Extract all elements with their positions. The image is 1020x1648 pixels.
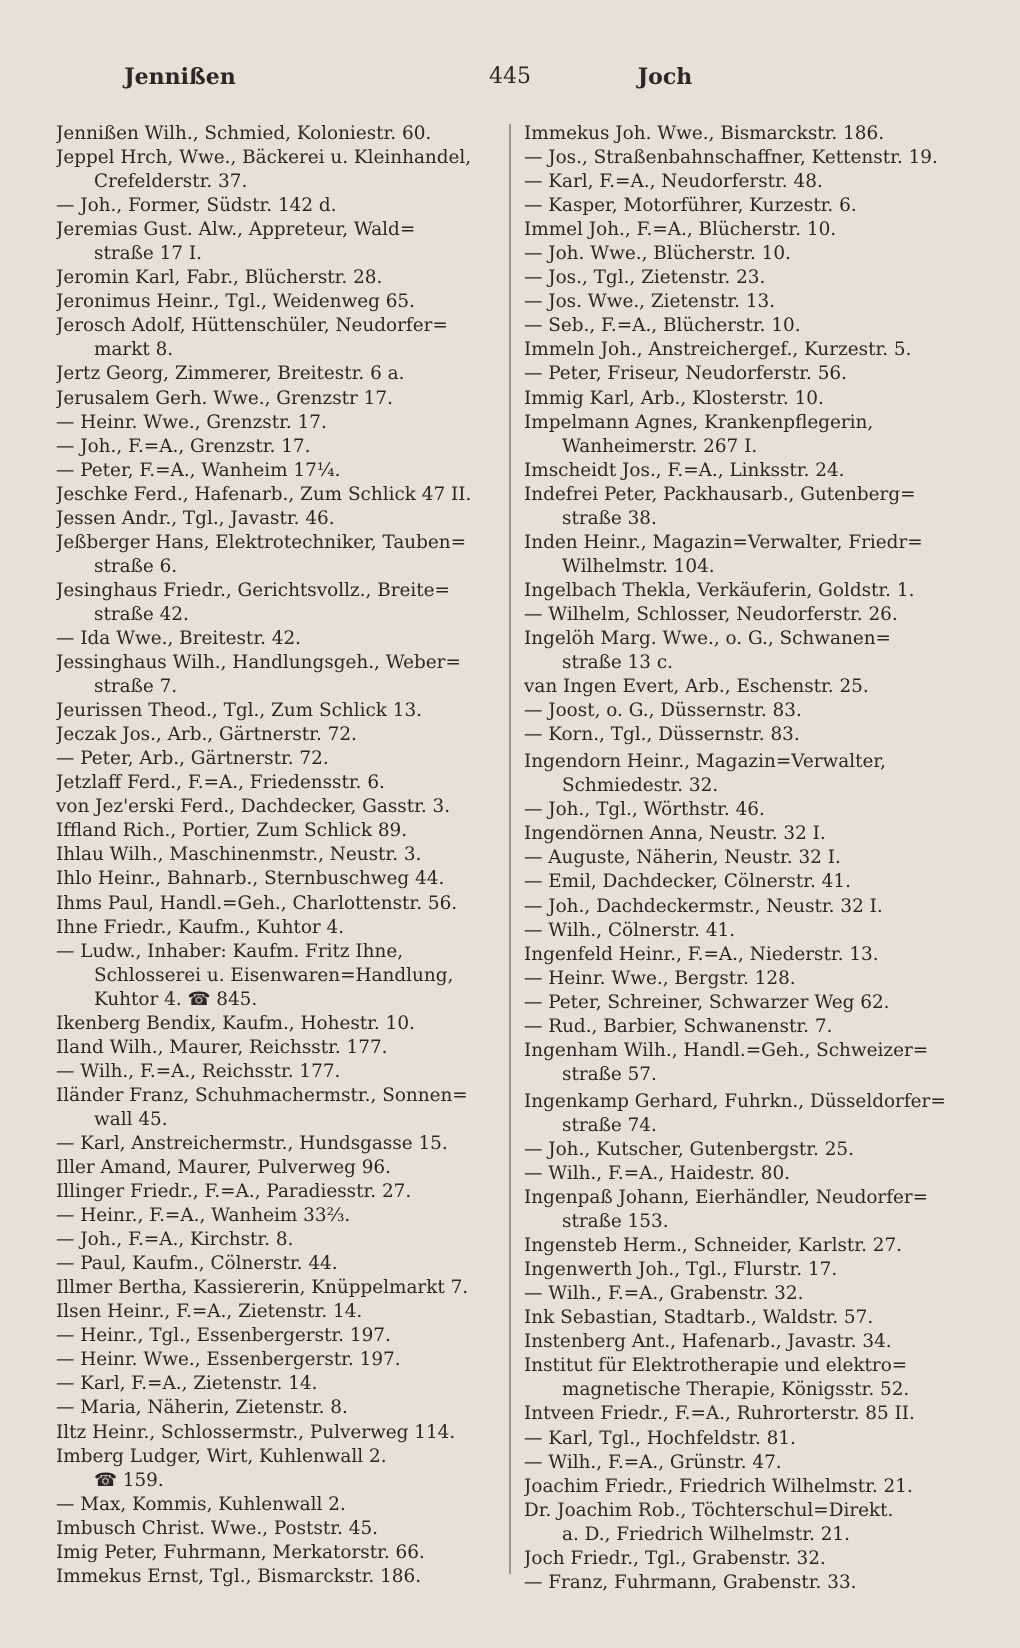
directory-entry-line: Illinger Friedr., F.=A., Paradiesstr. 27. bbox=[56, 1181, 412, 1203]
directory-entry-line: — Emil, Dachdecker, Cölnerstr. 41. bbox=[524, 871, 851, 893]
directory-entry-line: Immekus Ernst, Tgl., Bismarckstr. 186. bbox=[56, 1565, 422, 1587]
page-header bbox=[0, 64, 1020, 104]
directory-entry-line: Joachim Friedr., Friedrich Wilhelmstr. 21. bbox=[524, 1475, 913, 1497]
directory-entry-line: Illmer Bertha, Kassiererin, Knüppelmarkt 7. bbox=[56, 1277, 469, 1299]
directory-entry-line: — Auguste, Näherin, Neustr. 32 I. bbox=[524, 847, 841, 869]
directory-entry-line: Iltz Heinr., Schlossermstr., Pulverweg 114. bbox=[56, 1421, 456, 1443]
header-left-keyword: Jennißen bbox=[124, 64, 236, 90]
directory-entry-line: — Karl, F.=A., Zietenstr. 14. bbox=[56, 1373, 318, 1395]
directory-entry-line: Joch Friedr., Tgl., Grabenstr. 32. bbox=[524, 1547, 826, 1569]
directory-entry-line: a. D., Friedrich Wilhelmstr. 21. bbox=[562, 1523, 850, 1545]
directory-entry-line: Schmiedestr. 32. bbox=[562, 775, 719, 797]
directory-entry-line: Imberg Ludger, Wirt, Kuhlenwall 2. bbox=[56, 1445, 387, 1467]
directory-entry-line: Inden Heinr., Magazin=Verwalter, Friedr= bbox=[524, 531, 923, 553]
directory-entry-line: Ingensteb Herm., Schneider, Karlstr. 27. bbox=[524, 1235, 903, 1257]
directory-entry-line: Dr. Joachim Rob., Töchterschul=Direkt. bbox=[524, 1499, 894, 1521]
directory-entry-line: — Joost, o. G., Düssernstr. 83. bbox=[524, 700, 802, 722]
directory-entry-line: — Seb., F.=A., Blücherstr. 10. bbox=[524, 315, 801, 337]
directory-entry-line: — Joh. Wwe., Blücherstr. 10. bbox=[524, 243, 791, 265]
directory-entry-line: — Wilh., Cölnerstr. 41. bbox=[524, 919, 736, 941]
directory-entry-line: Iländer Franz, Schuhmachermstr., Sonnen= bbox=[56, 1084, 468, 1106]
directory-entry-line: Imbusch Christ. Wwe., Poststr. 45. bbox=[56, 1517, 378, 1539]
directory-entry-line: — Karl, Anstreichermstr., Hundsgasse 15. bbox=[56, 1132, 448, 1154]
directory-entry-line: — Heinr. Wwe., Bergstr. 128. bbox=[524, 967, 796, 989]
directory-entry-line: Immeln Joh., Anstreichergef., Kurzestr. 5. bbox=[524, 339, 912, 361]
directory-entry-line: Jeßberger Hans, Elektrotechniker, Tauben= bbox=[56, 531, 467, 553]
directory-entry-line: Crefelderstr. 37. bbox=[94, 171, 248, 193]
directory-entry-line: Ingenham Wilh., Handl.=Geh., Schweizer= bbox=[524, 1039, 929, 1061]
directory-entry-line: — Wilh., F.=A., Grünstr. 47. bbox=[524, 1451, 782, 1473]
directory-entry-line: magnetische Therapie, Königsstr. 52. bbox=[562, 1379, 910, 1401]
directory-entry-line: Jeppel Hrch, Wwe., Bäckerei u. Kleinhandel, bbox=[56, 147, 472, 169]
directory-entry-line: Ihlau Wilh., Maschinenmstr., Neustr. 3. bbox=[56, 844, 422, 866]
directory-entry-line: — Joh., Former, Südstr. 142 d. bbox=[56, 195, 337, 217]
directory-entry-line: Ingendörnen Anna, Neustr. 32 I. bbox=[524, 823, 826, 845]
directory-entry-line: Jessinghaus Wilh., Handlungsgeh., Weber= bbox=[56, 652, 461, 674]
directory-entry-line: Jeurissen Theod., Tgl., Zum Schlick 13. bbox=[56, 700, 423, 722]
directory-entry-line: — Joh., Tgl., Wörthstr. 46. bbox=[524, 799, 765, 821]
directory-entry-line: Jetzlaff Ferd., F.=A., Friedensstr. 6. bbox=[56, 772, 385, 794]
directory-entry-line: straße 38. bbox=[562, 507, 657, 529]
directory-entry-line: — Joh., F.=A., Grenzstr. 17. bbox=[56, 435, 311, 457]
directory-entry-line: wall 45. bbox=[94, 1108, 168, 1130]
directory-entry-line: Immel Joh., F.=A., Blücherstr. 10. bbox=[524, 219, 837, 241]
directory-entry-line: — Peter, Arb., Gärtnerstr. 72. bbox=[56, 748, 329, 770]
directory-entry-line: Imig Peter, Fuhrmann, Merkatorstr. 66. bbox=[56, 1541, 425, 1563]
directory-entry-line: Jesinghaus Friedr., Gerichtsvollz., Breite= bbox=[56, 579, 450, 601]
directory-entry-line: von Jez'erski Ferd., Dachdecker, Gasstr. 3. bbox=[56, 796, 451, 818]
directory-entry-line: Ingenkamp Gerhard, Fuhrkn., Düsseldorfer= bbox=[524, 1090, 946, 1112]
directory-entry-line: Ilsen Heinr., F.=A., Zietenstr. 14. bbox=[56, 1301, 363, 1323]
directory-entry-line: — Max, Kommis, Kuhlenwall 2. bbox=[56, 1493, 346, 1515]
directory-entry-line: — Jos., Straßenbahnschaffner, Kettenstr. 19. bbox=[524, 147, 938, 169]
directory-entry-line: — Joh., Kutscher, Gutenbergstr. 25. bbox=[524, 1138, 854, 1160]
directory-entry-line: — Jos. Wwe., Zietenstr. 13. bbox=[524, 291, 776, 313]
directory-entry-line: straße 6. bbox=[94, 555, 178, 577]
directory-entry-line: straße 153. bbox=[562, 1211, 669, 1233]
directory-entry-line: Ingenwerth Joh., Tgl., Flurstr. 17. bbox=[524, 1259, 838, 1281]
directory-entry-line: — Wilh., F.=A., Haidestr. 80. bbox=[524, 1163, 791, 1185]
directory-entry-line: — Heinr. Wwe., Essenbergerstr. 197. bbox=[56, 1349, 401, 1371]
page-number: 445 bbox=[489, 64, 531, 89]
directory-entry-line: — Heinr. Wwe., Grenzstr. 17. bbox=[56, 411, 327, 433]
directory-entry-line: Immig Karl, Arb., Klosterstr. 10. bbox=[524, 387, 824, 409]
directory-entry-line: Wilhelmstr. 104. bbox=[562, 555, 715, 577]
directory-entry-line: — Joh., Dachdeckermstr., Neustr. 32 I. bbox=[524, 895, 883, 917]
directory-entry-line: straße 57. bbox=[562, 1063, 657, 1085]
directory-entry-line: — Maria, Näherin, Zietenstr. 8. bbox=[56, 1397, 348, 1419]
directory-entry-line: — Wilhelm, Schlosser, Neudorferstr. 26. bbox=[524, 603, 898, 625]
directory-entry-line: Iland Wilh., Maurer, Reichsstr. 177. bbox=[56, 1036, 388, 1058]
directory-entry-line: van Ingen Evert, Arb., Eschenstr. 25. bbox=[524, 676, 869, 698]
directory-entry-line: Jerosch Adolf, Hüttenschüler, Neudorfer= bbox=[56, 315, 448, 337]
directory-entry-line: — Joh., F.=A., Kirchstr. 8. bbox=[56, 1229, 294, 1251]
directory-entry-line: Ingendorn Heinr., Magazin=Verwalter, bbox=[524, 751, 886, 773]
directory-entry-line: — Ida Wwe., Breitestr. 42. bbox=[56, 627, 302, 649]
directory-entry-line: Ingelbach Thekla, Verkäuferin, Goldstr. 1. bbox=[524, 579, 915, 601]
directory-entry-line: Jeremias Gust. Alw., Appreteur, Wald= bbox=[56, 219, 416, 241]
directory-entry-line: — Ludw., Inhaber: Kaufm. Fritz Ihne, bbox=[56, 940, 404, 962]
directory-entry-line: — Wilh., F.=A., Reichsstr. 177. bbox=[56, 1060, 341, 1082]
directory-entry-line: — Jos., Tgl., Zietenstr. 23. bbox=[524, 267, 766, 289]
directory-entry-line: Impelmann Agnes, Krankenpflegerin, bbox=[524, 411, 874, 433]
directory-entry-line: — Karl, Tgl., Hochfeldstr. 81. bbox=[524, 1427, 796, 1449]
directory-entry-line: Ihms Paul, Handl.=Geh., Charlottenstr. 56. bbox=[56, 892, 458, 914]
directory-entry-line: — Wilh., F.=A., Grabenstr. 32. bbox=[524, 1283, 804, 1305]
directory-entry-line: Institut für Elektrotherapie und elektro= bbox=[524, 1355, 908, 1377]
directory-entry-line: Wanheimerstr. 267 I. bbox=[562, 435, 758, 457]
directory-entry-line: Ihlo Heinr., Bahnarb., Sternbuschweg 44. bbox=[56, 868, 445, 890]
directory-entry-line: — Peter, F.=A., Wanheim 17¼. bbox=[56, 459, 341, 481]
directory-entry-line: — Karl, F.=A., Neudorferstr. 48. bbox=[524, 171, 823, 193]
directory-entry-line: ☎ 159. bbox=[94, 1469, 164, 1491]
directory-entry-line: Jeromin Karl, Fabr., Blücherstr. 28. bbox=[56, 267, 383, 289]
right-column bbox=[524, 122, 964, 1595]
directory-entry-line: — Peter, Schreiner, Schwarzer Weg 62. bbox=[524, 991, 890, 1013]
directory-entry-line: — Paul, Kaufm., Cölnerstr. 44. bbox=[56, 1253, 338, 1275]
directory-entry-line: Jessen Andr., Tgl., Javastr. 46. bbox=[56, 507, 335, 529]
directory-entry-line: — Heinr., F.=A., Wanheim 33⅔. bbox=[56, 1205, 351, 1227]
directory-entry-line: Ikenberg Bendix, Kaufm., Hohestr. 10. bbox=[56, 1012, 415, 1034]
directory-entry-line: Ink Sebastian, Stadtarb., Waldstr. 57. bbox=[524, 1307, 874, 1329]
directory-entry-line: Iffland Rich., Portier, Zum Schlick 89. bbox=[56, 820, 408, 842]
directory-entry-line: straße 74. bbox=[562, 1114, 657, 1136]
directory-entry-line: straße 7. bbox=[94, 676, 178, 698]
directory-entry-line: Jertz Georg, Zimmerer, Breitestr. 6 a. bbox=[56, 363, 405, 385]
directory-entry-line: — Peter, Friseur, Neudorferstr. 56. bbox=[524, 363, 847, 385]
directory-entry-line: straße 17 I. bbox=[94, 243, 202, 265]
directory-entry-line: Indefrei Peter, Packhausarb., Gutenberg= bbox=[524, 483, 916, 505]
directory-entry-line: Schlosserei u. Eisenwaren=Handlung, bbox=[94, 964, 454, 986]
directory-entry-line: Jeronimus Heinr., Tgl., Weidenweg 65. bbox=[56, 291, 415, 313]
directory-entry-line: Intveen Friedr., F.=A., Ruhrorterstr. 85 II. bbox=[524, 1403, 915, 1425]
left-column bbox=[56, 122, 498, 1589]
directory-entry-line: Immekus Joh. Wwe., Bismarckstr. 186. bbox=[524, 123, 885, 144]
directory-entry-line: — Franz, Fuhrmann, Grabenstr. 33. bbox=[524, 1571, 857, 1593]
column-divider bbox=[509, 124, 511, 1574]
directory-entry-line: Ingenfeld Heinr., F.=A., Niederstr. 13. bbox=[524, 943, 879, 965]
directory-entry-line: Jeschke Ferd., Hafenarb., Zum Schlick 47 II. bbox=[56, 483, 472, 505]
directory-entry-line: Ingelöh Marg. Wwe., o. G., Schwanen= bbox=[524, 627, 891, 649]
directory-entry-line: Jerusalem Gerh. Wwe., Grenzstr 17. bbox=[56, 387, 393, 409]
directory-entry-line: Ingenpaß Johann, Eierhändler, Neudorfer= bbox=[524, 1187, 929, 1209]
directory-entry-line: markt 8. bbox=[94, 339, 174, 361]
directory-entry-line: straße 13 c. bbox=[562, 652, 673, 674]
header-right-keyword: Joch bbox=[637, 64, 693, 90]
directory-entry-line: Instenberg Ant., Hafenarb., Javastr. 34. bbox=[524, 1331, 892, 1353]
directory-entry-line: Ihne Friedr., Kaufm., Kuhtor 4. bbox=[56, 916, 345, 938]
directory-entry-line: Jeczak Jos., Arb., Gärtnerstr. 72. bbox=[56, 724, 357, 746]
directory-entry-line: straße 42. bbox=[94, 603, 189, 625]
directory-entry-line: Imscheidt Jos., F.=A., Linksstr. 24. bbox=[524, 459, 845, 481]
directory-entry-line: — Heinr., Tgl., Essenbergerstr. 197. bbox=[56, 1325, 391, 1347]
directory-entry-line: Iller Amand, Maurer, Pulverweg 96. bbox=[56, 1157, 391, 1179]
directory-entry-line: — Korn., Tgl., Düssernstr. 83. bbox=[524, 724, 800, 746]
directory-entry-line: — Rud., Barbier, Schwanenstr. 7. bbox=[524, 1015, 833, 1037]
directory-entry-line: Kuhtor 4. ☎ 845. bbox=[94, 988, 258, 1010]
directory-entry-line: Jennißen Wilh., Schmied, Koloniestr. 60. bbox=[56, 123, 432, 144]
directory-entry-line: — Kasper, Motorführer, Kurzestr. 6. bbox=[524, 195, 857, 217]
